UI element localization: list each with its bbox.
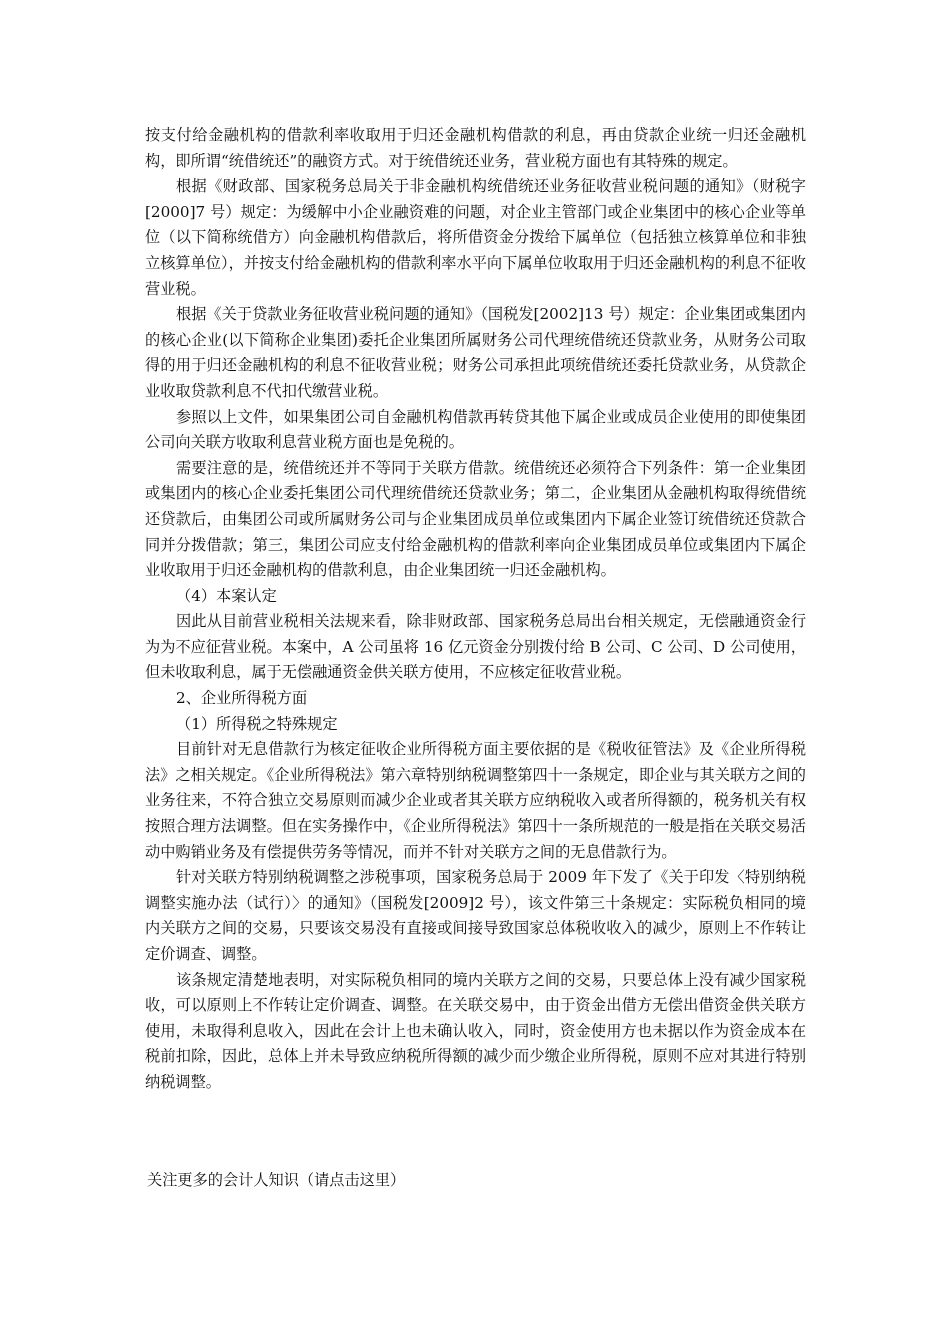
paragraph-continuation: 按支付给金融机构的借款利率收取用于归还金融机构借款的利息，再由贷款企业统一归还金融机构，即所谓“统借统还”的融资方式。对于统借统还业务，营业税方面也有其特殊的规定。 [145,126,806,170]
section-heading-case-determination: （4）本案认定 [176,586,277,605]
paragraph-case-determination: 因此从目前营业税相关法规来看，除非财政部、国家税务总局出台相关规定，无偿融通资金行为为不应征营业税。本案中，A 公司虽将 16 亿元资金分别拨付给 B 公司、C 公司、D 公司使用，但未收取利息，属于无偿融通资金供关联方使用，不应核定征收营业税。 [145,612,806,682]
paragraph-final-analysis: 该条规定清楚地表明，对实际税负相同的境内关联方之间的交易，只要总体上没有减少国家税收，可以原则上不作转让定价调查、调整。在关联交易中，由于资金出借方无偿出借资金供关联方使用，未取得利息收入，因此在会计上也未确认收入，同时，资金使用方也未据以作为资金成本在税前扣除，因此，总体上并未导致应纳税所得额的减少而少缴企业所得税，原则不应对其进行特别纳税调整。 [145,970,806,1091]
paragraph-special-adjustment: 针对关联方特别纳税调整之涉税事项，国家税务总局于 2009 年下发了《关于印发〈特别纳税调整实施办法（试行）〉的通知》（国税发[2009]2 号），该文件第三十条规定：实际税负相同的境内关联方之间的交易，只要该交易没有直接或间接导致国家总体税收收入的减少，原则上不作转让定价调查、调整。 [145,868,806,963]
paragraph-guoshuifa-notice: 根据《关于贷款业务征收营业税问题的通知》（国税发[2002]13 号）规定：企业集团或集团内的核心企业(以下简称企业集团)委托企业集团所属财务公司代理统借统还贷款业务，从财务公司取得的用于归还金融机构的利息不征收营业税；财务公司承担此项统借统还委托贷款业务，从贷款企业收取贷款利息不代扣代缴营业税。 [145,305,806,400]
more-knowledge-link[interactable]: 关注更多的会计人知识（请点击这里） [147,1171,406,1189]
document-body [145,123,806,1096]
paragraph-conditions: 需要注意的是，统借统还并不等同于关联方借款。统借统还必须符合下列条件：第一企业集团或集团内的核心企业委托集团公司代理统借统还贷款业务；第二，企业集团从金融机构取得统借统还贷款后，由集团公司或所属财务公司与企业集团成员单位或集团内下属企业签订统借统还贷款合同并分拨借款；第三，集团公司应支付给金融机构的借款利率向企业集团成员单位或集团内下属企业收取用于归还金融机构的借款利息，由企业集团统一归还金融机构。 [145,458,806,580]
paragraph-caishuizi-notice: 根据《财政部、国家税务总局关于非金融机构统借统还业务征收营业税问题的通知》（财税字[2000]7 号）规定：为缓解中小企业融资难的问题，对企业主管部门或企业集团中的核心企业等单位（以下简称统借方）向金融机构借款后，将所借资金分拨给下属单位（包括独立核算单位和非独立核算单位），并按支付给金融机构的借款利率水平向下属单位收取用于归还金融机构的利息不征收营业税。 [145,177,806,298]
section-heading-special-rules: （1）所得税之特殊规定 [176,714,338,733]
paragraph-reference-conclusion: 参照以上文件，如果集团公司自金融机构借款再转贷其他下属企业或成员企业使用的即使集团公司向关联方收取利息营业税方面也是免税的。 [145,407,806,452]
paragraph-income-tax-basis: 目前针对无息借款行为核定征收企业所得税方面主要依据的是《税收征管法》及《企业所得税法》之相关规定。《企业所得税法》第六章特别纳税调整第四十一条规定，即企业与其关联方之间的业务往来，不符合独立交易原则而减少企业或者其关联方应纳税收入或者所得额的，税务机关有权按照合理方法调整。但在实务操作中，《企业所得税法》第四十一条所规范的一般是指在关联交易活动中购销业务及有偿提供劳务等情况，而并不针对关联方之间的无息借款行为。 [145,740,806,861]
section-heading-income-tax: 2、企业所得税方面 [176,689,308,708]
